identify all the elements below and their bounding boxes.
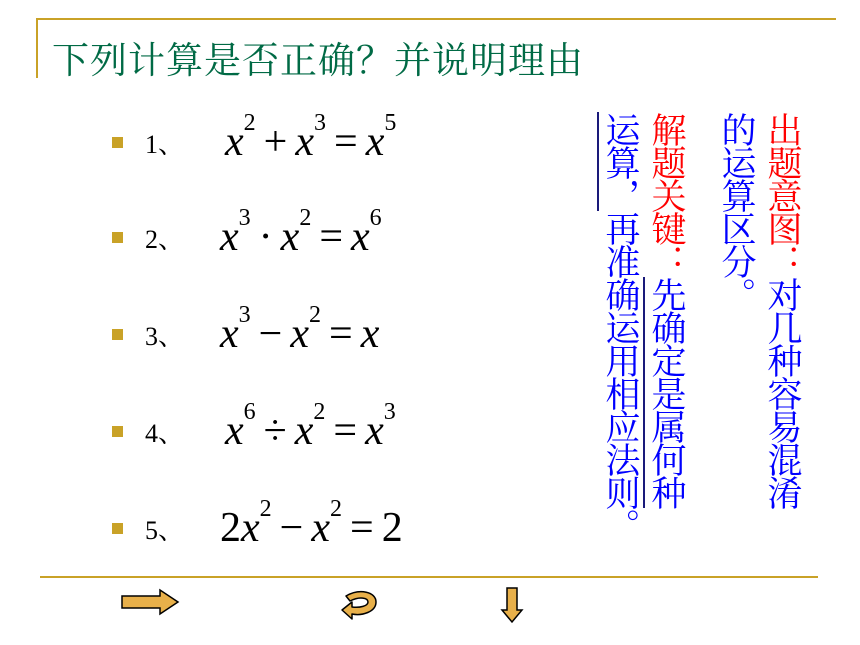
problem-expression bbox=[225, 110, 397, 166]
operator: − bbox=[258, 311, 283, 357]
problem-expression bbox=[220, 205, 382, 261]
variable: x bbox=[294, 408, 314, 454]
intent-text-2: 的运算区分。 bbox=[716, 112, 756, 310]
key-text-3: 再准确运用相应法则。 bbox=[600, 211, 640, 541]
variable: x bbox=[295, 119, 314, 165]
key-label: 解题关键： bbox=[646, 112, 686, 277]
variable: x bbox=[220, 311, 239, 357]
problem-number: 1、 bbox=[145, 129, 185, 159]
problem-item bbox=[112, 205, 382, 267]
problem-item bbox=[112, 496, 403, 558]
bottom-rule bbox=[40, 576, 818, 578]
intent-column-2 bbox=[714, 112, 758, 310]
exponent: 3 bbox=[238, 302, 251, 328]
exponent: 2 bbox=[313, 399, 326, 425]
variable: x bbox=[365, 408, 384, 454]
exponent: 2 bbox=[309, 302, 321, 328]
bullet-icon bbox=[112, 329, 123, 340]
variable: x bbox=[360, 311, 380, 357]
operator: = bbox=[334, 119, 358, 165]
problem-item bbox=[112, 302, 380, 364]
bullet-icon bbox=[112, 137, 123, 148]
operator: = bbox=[350, 505, 374, 551]
variable: x bbox=[311, 505, 330, 551]
bullet-icon bbox=[112, 232, 123, 243]
exponent: 2 bbox=[259, 496, 272, 522]
exponent: 3 bbox=[383, 399, 396, 425]
problem-number: 2、 bbox=[145, 224, 185, 254]
variable: x bbox=[225, 119, 244, 165]
operator: = bbox=[333, 408, 358, 454]
problem-expression bbox=[225, 399, 396, 455]
operator: + bbox=[263, 119, 288, 165]
problem-number: 5、 bbox=[145, 515, 185, 545]
intent-column-1 bbox=[760, 112, 804, 508]
operator: ÷ bbox=[263, 408, 287, 454]
key-text-2: 运算， bbox=[597, 112, 640, 211]
exponent: 2 bbox=[330, 496, 342, 522]
variable: x bbox=[241, 505, 260, 551]
operator: − bbox=[279, 505, 304, 551]
variable: x bbox=[280, 214, 300, 260]
exponent: 3 bbox=[314, 110, 326, 136]
coefficient: 2 bbox=[220, 505, 241, 551]
exponent: 2 bbox=[299, 205, 312, 231]
variable: x bbox=[351, 214, 370, 260]
problem-number: 3、 bbox=[145, 321, 185, 351]
arrow-down-icon[interactable] bbox=[500, 586, 524, 624]
operator: = bbox=[319, 214, 343, 260]
variable: x bbox=[365, 119, 385, 165]
intent-text-1: 对几种容易混淆 bbox=[762, 277, 802, 508]
problem-item bbox=[112, 110, 397, 172]
operator: · bbox=[258, 214, 273, 260]
key-column-1 bbox=[644, 112, 688, 508]
curved-return-arrow-icon[interactable] bbox=[340, 586, 380, 622]
problem-number: 4、 bbox=[145, 418, 185, 448]
bullet-icon bbox=[112, 523, 123, 534]
exponent: 6 bbox=[369, 205, 382, 231]
arrow-right-icon[interactable] bbox=[120, 588, 180, 616]
key-text-1: 先确定是属何种 bbox=[643, 277, 686, 508]
problem-expression bbox=[220, 496, 403, 552]
operator: = bbox=[329, 311, 353, 357]
exponent: 2 bbox=[243, 110, 256, 136]
page-title: 下列计算是否正确？并说明理由 bbox=[52, 39, 584, 82]
exponent: 5 bbox=[384, 110, 397, 136]
key-column-2 bbox=[598, 112, 642, 541]
title-top-rule bbox=[36, 18, 836, 20]
bullet-icon bbox=[112, 426, 123, 437]
variable: x bbox=[290, 311, 309, 357]
title-left-rule bbox=[36, 18, 38, 78]
exponent: 3 bbox=[238, 205, 251, 231]
variable: x bbox=[225, 408, 244, 454]
problem-item bbox=[112, 399, 396, 461]
exponent: 6 bbox=[243, 399, 256, 425]
problem-expression bbox=[220, 302, 380, 358]
coefficient: 2 bbox=[381, 505, 403, 551]
variable: x bbox=[220, 214, 239, 260]
intent-label: 出题意图： bbox=[762, 112, 802, 277]
